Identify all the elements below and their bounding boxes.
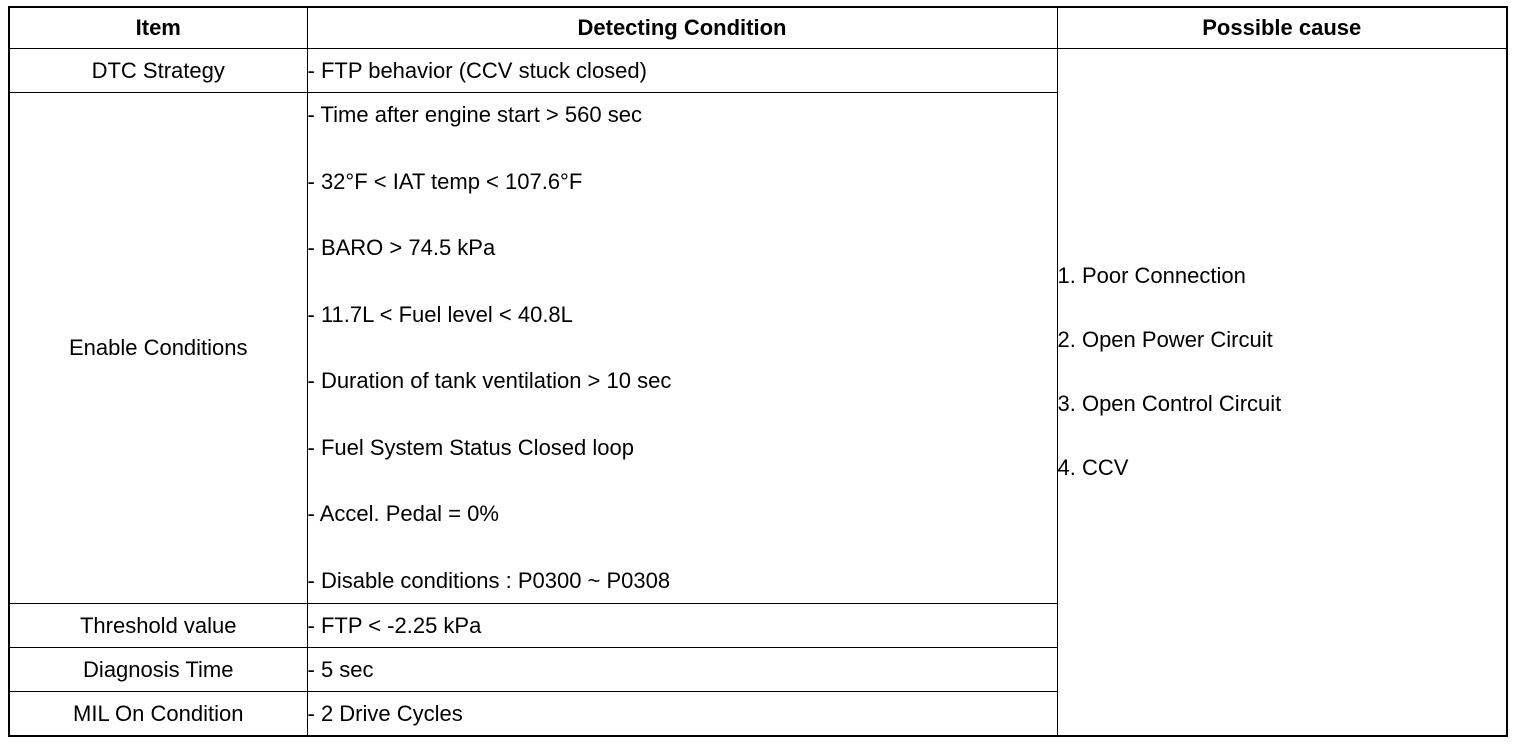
header-possible-cause: Possible cause: [1057, 7, 1507, 49]
cause-item: 1. Poor Connection: [1057, 263, 1246, 288]
item-enable-conditions: Enable Conditions: [9, 93, 307, 604]
header-detecting-condition: Detecting Condition: [307, 7, 1057, 49]
enable-condition-line: - Time after engine start > 560 sec: [307, 102, 642, 127]
dtc-table: [8, 6, 1508, 737]
header-item: Item: [9, 7, 307, 49]
row-dtc-strategy: [9, 49, 1507, 93]
condition-threshold: - FTP < -2.25 kPa: [307, 604, 1057, 648]
enable-condition-line: - 11.7L < Fuel level < 40.8L: [307, 301, 573, 327]
enable-condition-line: - Disable conditions : P0300 ~ P0308: [307, 567, 671, 593]
item-dtc-strategy: DTC Strategy: [9, 49, 307, 93]
possible-causes-cell: [1057, 49, 1507, 737]
enable-condition-line: - Duration of tank ventilation > 10 sec: [307, 368, 672, 393]
item-mil-on: MIL On Condition: [9, 692, 307, 737]
enable-condition-line: - 32°F < IAT temp < 107.6°F: [307, 168, 583, 194]
condition-dtc-strategy: - FTP behavior (CCV stuck closed): [307, 49, 1057, 93]
condition-diagnosis-time: - 5 sec: [307, 648, 1057, 692]
header-row: [9, 7, 1507, 49]
item-diagnosis-time: Diagnosis Time: [9, 648, 307, 692]
cause-item: 4. CCV: [1057, 455, 1129, 480]
cause-item: 3. Open Control Circuit: [1057, 391, 1282, 416]
condition-enable-conditions: [307, 93, 1057, 604]
cause-item: 2. Open Power Circuit: [1057, 327, 1273, 352]
enable-condition-line: - BARO > 74.5 kPa: [307, 235, 496, 260]
condition-mil-on: - 2 Drive Cycles: [307, 692, 1057, 737]
item-threshold: Threshold value: [9, 604, 307, 648]
enable-condition-line: - Fuel System Status Closed loop: [307, 434, 634, 460]
enable-condition-line: - Accel. Pedal = 0%: [307, 501, 499, 526]
